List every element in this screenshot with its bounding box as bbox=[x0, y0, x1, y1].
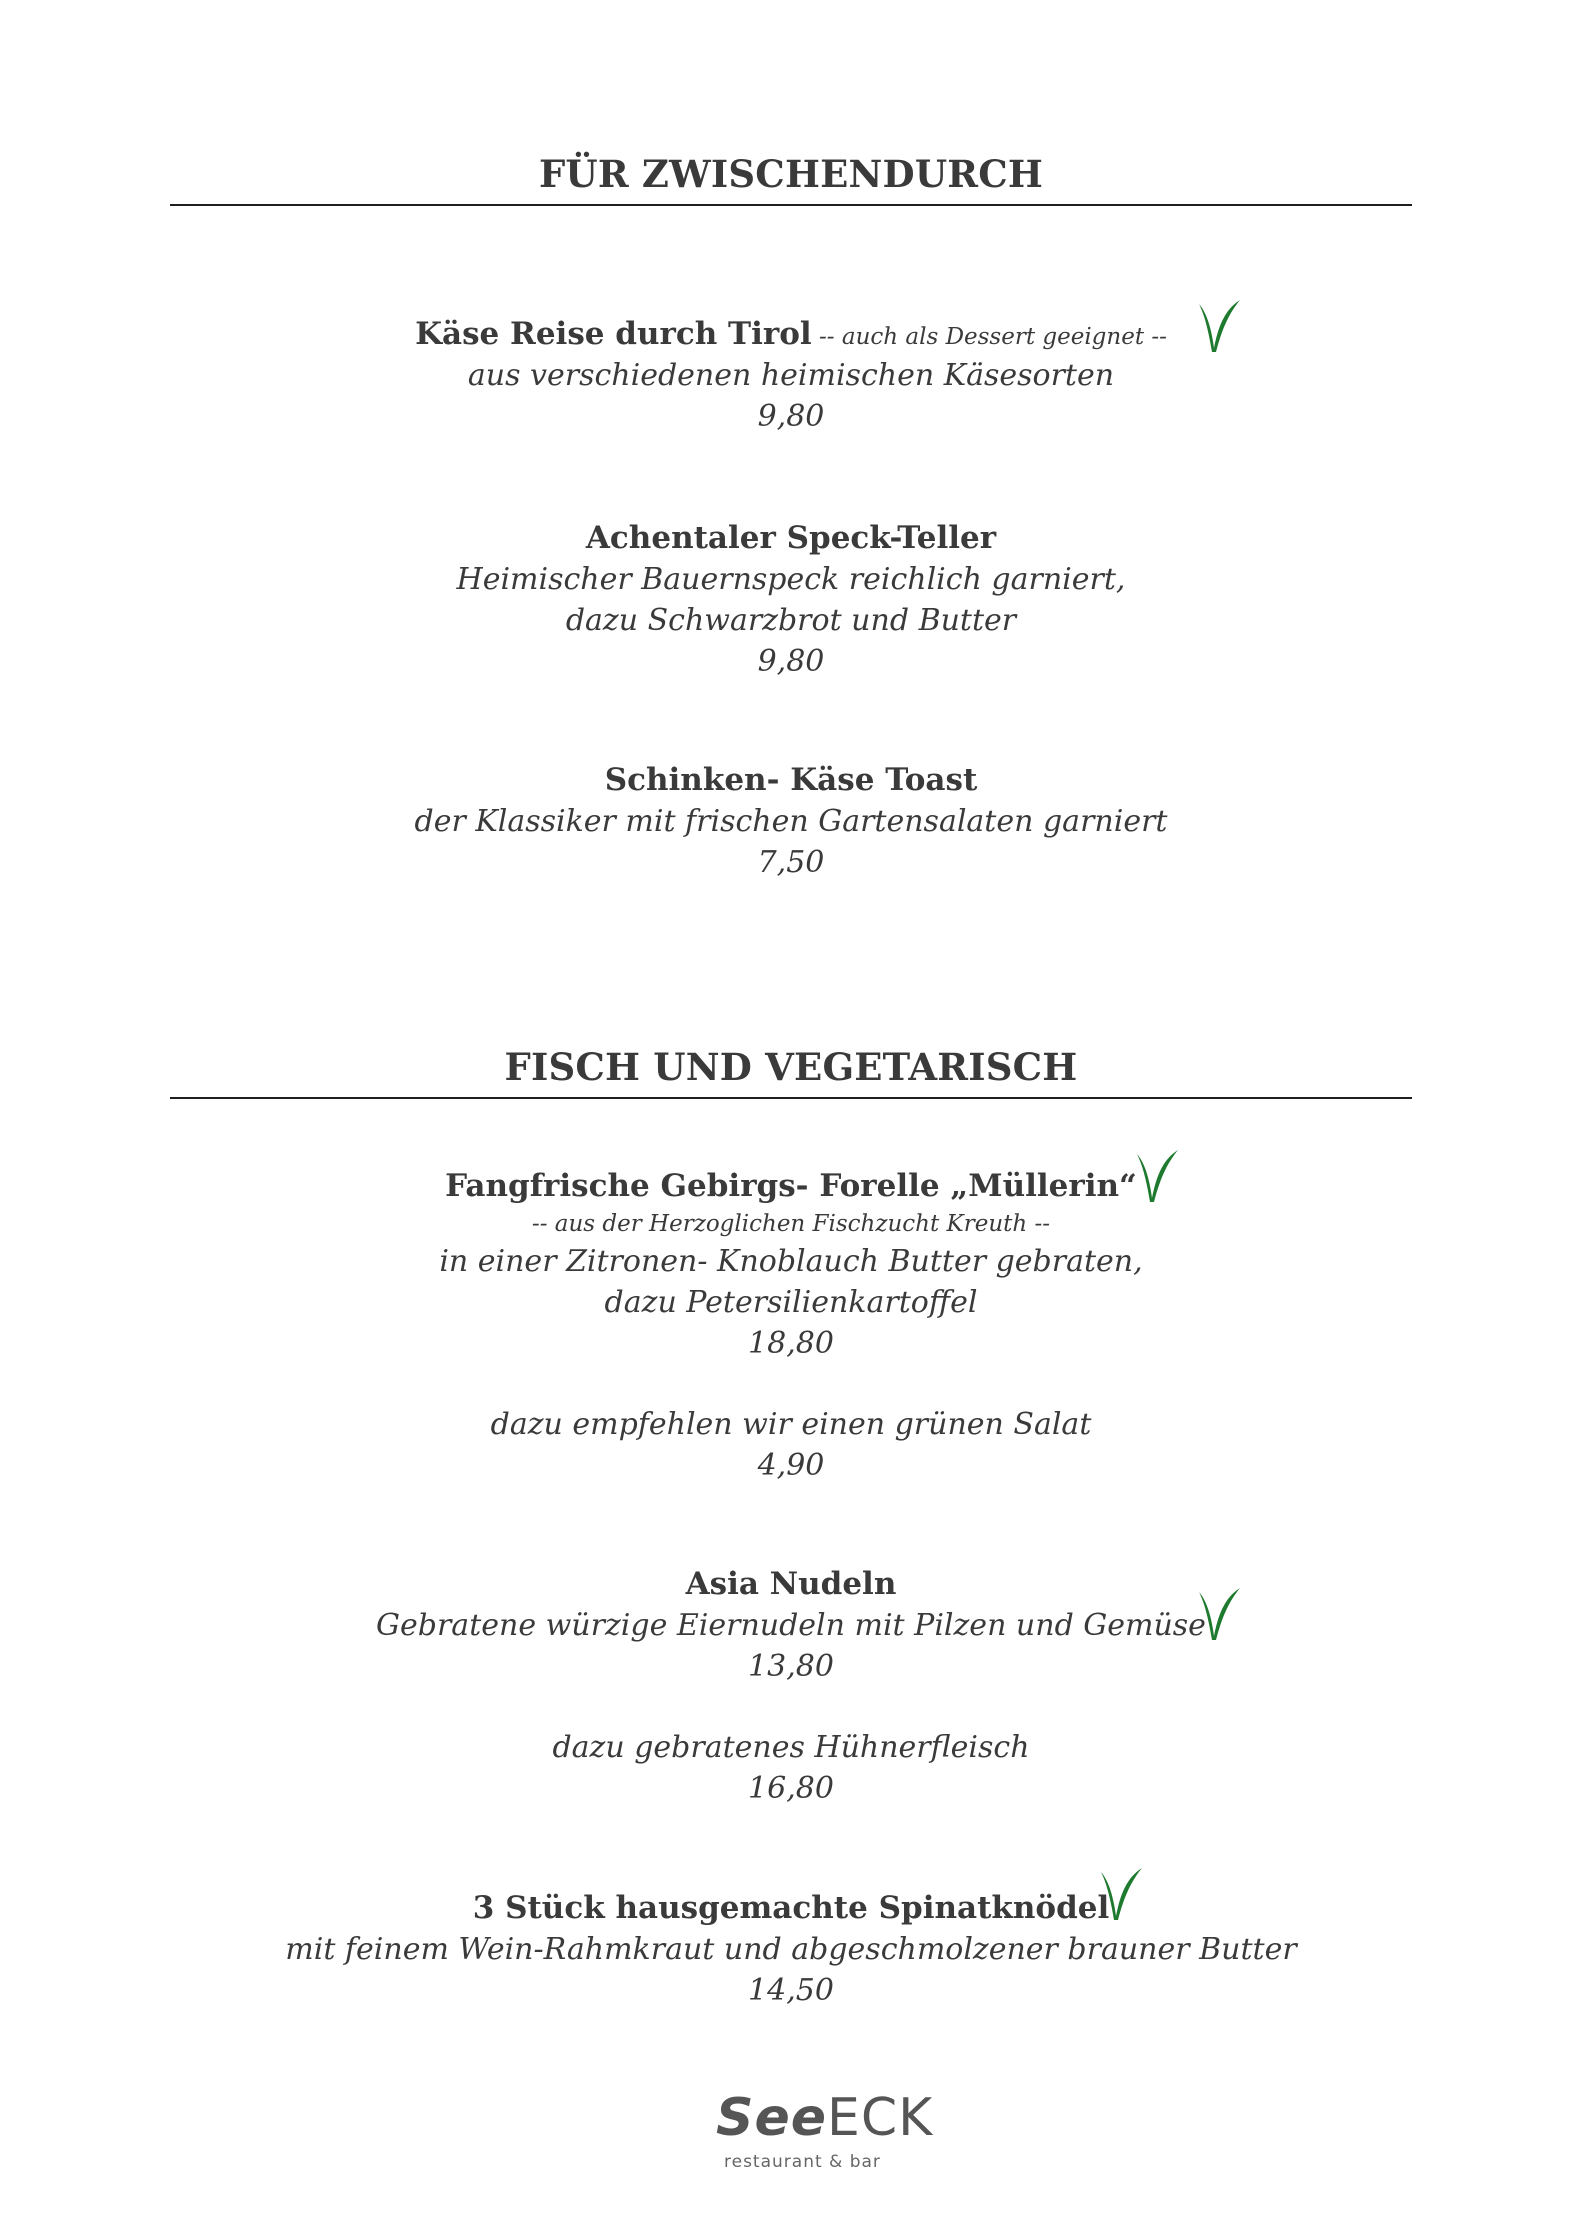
item-extra-price: 4,90 bbox=[757, 1448, 825, 1483]
item-name: Achentaler Speck-Teller bbox=[585, 520, 997, 556]
menu-item-schinken-kaese-toast bbox=[170, 760, 1412, 883]
logo-tagline: restaurant & bar bbox=[724, 2152, 881, 2172]
item-description: Heimischer Bauernspeck reichlich garniert, bbox=[456, 562, 1126, 597]
vegetarian-icon bbox=[1134, 1148, 1180, 1204]
item-extra-price: 16,80 bbox=[748, 1771, 834, 1806]
section-title-fisch-vegetarisch: FISCH UND VEGETARISCH bbox=[504, 1045, 1078, 1089]
item-note: -- auch als Dessert geeignet -- bbox=[819, 324, 1167, 350]
item-price: 9,80 bbox=[757, 399, 825, 434]
vegetarian-icon bbox=[1196, 298, 1242, 354]
seeeck-logo bbox=[700, 2088, 934, 2184]
logo-wordmark: SeeECK bbox=[716, 2088, 934, 2148]
item-name: Käse Reise durch Tirol bbox=[415, 316, 812, 352]
item-name: Asia Nudeln bbox=[685, 1566, 897, 1602]
section-title-zwischendurch: FÜR ZWISCHENDURCH bbox=[538, 152, 1044, 196]
vegetarian-icon bbox=[1196, 1586, 1242, 1642]
item-description: aus verschiedenen heimischen Käsesorten bbox=[467, 358, 1115, 393]
section-divider bbox=[170, 1097, 1412, 1099]
item-description: mit feinem Wein-Rahmkraut und abgeschmolzener brauner Butter bbox=[285, 1932, 1297, 1967]
item-extra-description: dazu gebratenes Hühnerfleisch bbox=[552, 1730, 1030, 1765]
menu-item-spinatknoedel bbox=[170, 1888, 1412, 2011]
item-price: 18,80 bbox=[748, 1326, 834, 1361]
item-price: 13,80 bbox=[748, 1649, 834, 1684]
item-price: 14,50 bbox=[748, 1973, 834, 2008]
item-description: dazu Schwarzbrot und Butter bbox=[565, 603, 1017, 638]
item-description: in einer Zitronen- Knoblauch Butter gebraten, bbox=[439, 1244, 1143, 1279]
menu-item-forelle bbox=[170, 1166, 1412, 1486]
item-description: dazu Petersilienkartoffel bbox=[604, 1285, 978, 1320]
item-description: der Klassiker mit frischen Gartensalaten garniert bbox=[414, 804, 1168, 839]
item-price: 7,50 bbox=[757, 845, 825, 880]
item-price: 9,80 bbox=[757, 644, 825, 679]
item-name: Fangfrische Gebirgs- Forelle „Müllerin“ bbox=[445, 1168, 1137, 1204]
section-divider bbox=[170, 204, 1412, 206]
item-description: Gebratene würzige Eiernudeln mit Pilzen und Gemüse bbox=[376, 1608, 1206, 1643]
vegetarian-icon bbox=[1098, 1866, 1144, 1922]
item-name: 3 Stück hausgemachte Spinatknödel bbox=[472, 1890, 1110, 1926]
item-note: -- aus der Herzoglichen Fischzucht Kreuth -- bbox=[531, 1211, 1051, 1237]
item-extra-description: dazu empfehlen wir einen grünen Salat bbox=[490, 1407, 1092, 1442]
menu-item-speck-teller bbox=[170, 518, 1412, 682]
item-name: Schinken- Käse Toast bbox=[604, 762, 978, 798]
